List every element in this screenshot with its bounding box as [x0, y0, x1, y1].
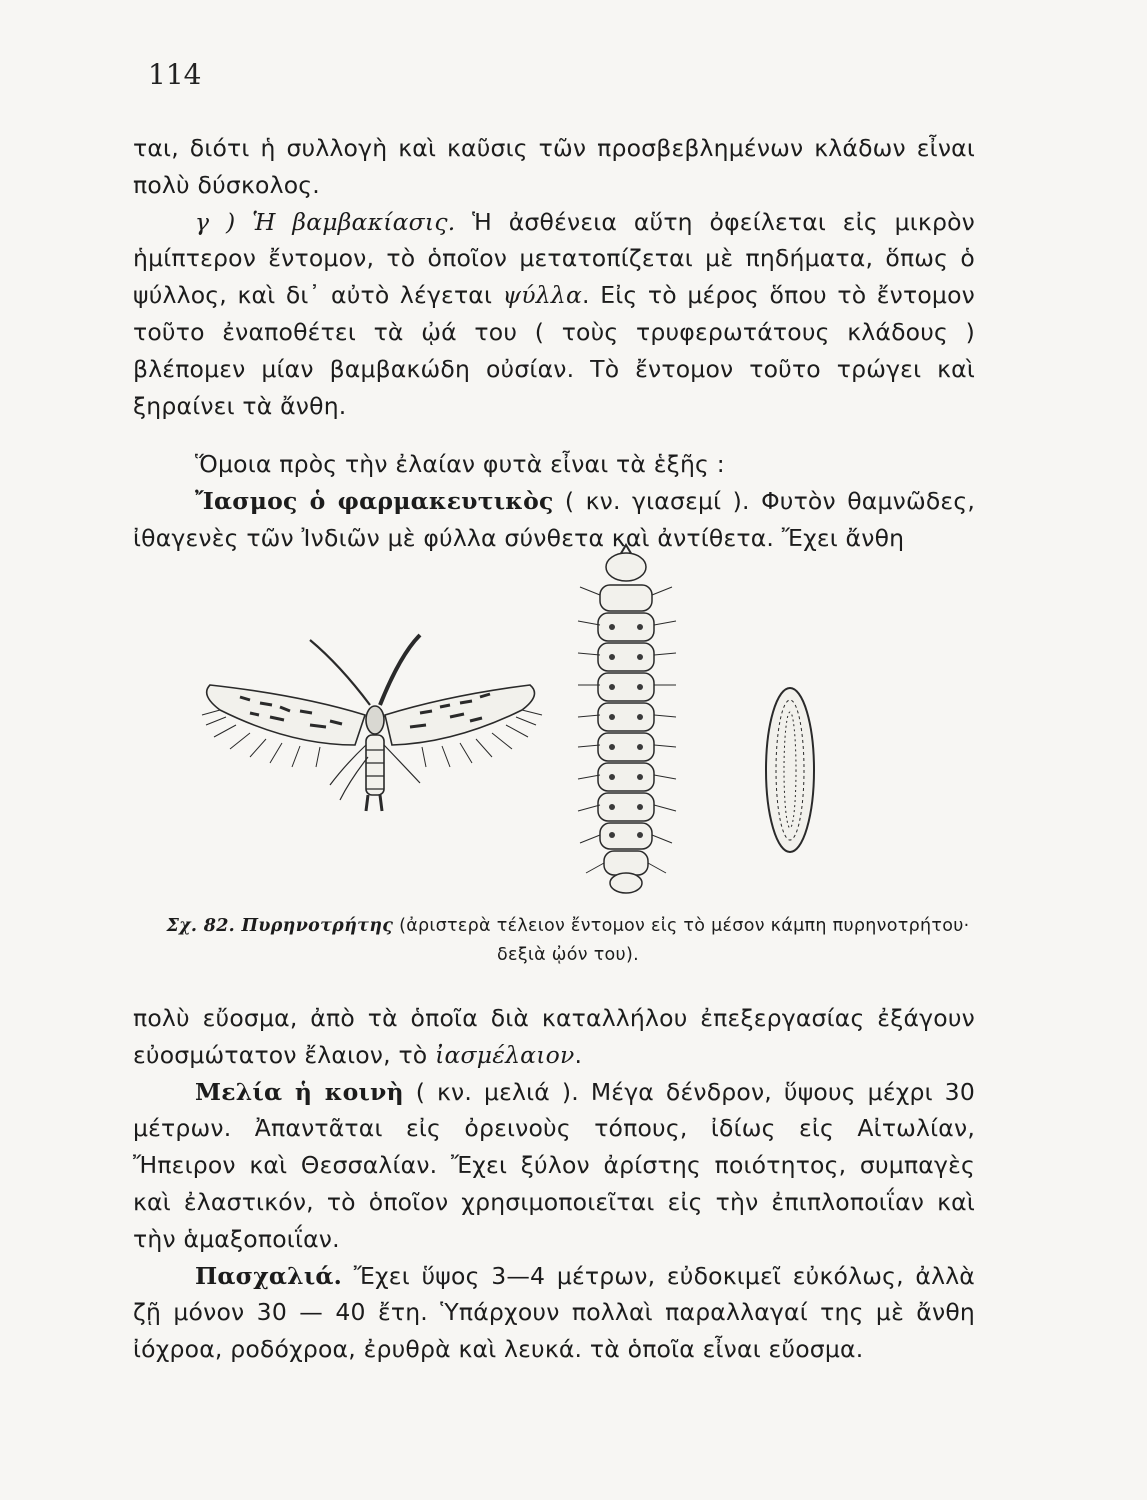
- paragraph-continuation: ται, διότι ἡ συλλογὴ καὶ καῦσις τῶν προσβεβλημένων κλάδων εἶναι πολὺ δύσκολος.: [133, 134, 975, 199]
- caption-text: (ἀριστερὰ τέλειον ἔντομον εἰς τὸ μέσον κάμπη πυρηνοτρήτου· δεξιὰ ᾠόν του).: [393, 916, 970, 965]
- section-label: γ ) Ἡ βαμβακίασις.: [195, 207, 456, 236]
- paragraph-text: .: [574, 1040, 583, 1069]
- term-iasmelaion: ἰασμέλαιον: [435, 1040, 575, 1069]
- figure-caption: [152, 912, 984, 970]
- plant-title-paschalia: Πασχαλιά.: [195, 1261, 343, 1290]
- term-psylla: ψύλλα: [502, 281, 583, 310]
- figure-illustration: [180, 545, 820, 915]
- paragraph-text: Ἔχει ὕψος 3—4 μέτρων, εὐδοκιμεῖ εὐκόλως, ἀλλὰ ζῇ μόνον 30 — 40 ἔτη. Ὑπάρχουν πολλαὶ παραλλαγαί της μὲ ἄνθη ἰόχροα, ροδόχροα, ἐρυθρὰ καὶ λευκά. τὰ ὁποῖα εἶναι εὔοσμα.: [133, 1261, 975, 1364]
- paragraph-jasmine-continued: [133, 1000, 975, 1074]
- bottom-text-block: [133, 1000, 975, 1368]
- caption-label: Σχ. 82. Πυρηνοτρήτης: [166, 916, 394, 936]
- egg-drawing: [766, 688, 814, 852]
- plant-title-jasmine: Ἴασμος ὁ φαρμακευτικὸς: [195, 487, 554, 516]
- paragraph-paschalia: [133, 1258, 975, 1368]
- adult-moth-drawing: [202, 635, 542, 811]
- paragraph-text: πολὺ εὔοσμα, ἀπὸ τὰ ὁποῖα διὰ καταλλήλου ἐπεξεργασίας ἐξάγουν εὐοσμώτατον ἔλαιον, τὸ: [133, 1004, 975, 1069]
- paragraph-similar-plants: Ὅμοια πρὸς τὴν ἐλαίαν φυτὰ εἶναι τὰ ἑξῆς :: [195, 450, 725, 479]
- paragraph-melia: [133, 1074, 975, 1258]
- caterpillar-drawing: [578, 545, 676, 893]
- paragraph-text: Ἡ ἀσθένεια αὕτη ὀφείλεται εἰς μικρὸν ἡμίπτερον ἔντομον, τὸ ὁποῖον μετατοπίζεται μὲ πηδήματα, ὅπως ὁ ψύλλος, καὶ δι᾽ αὐτὸ λέγεται: [133, 207, 975, 310]
- plant-title-melia: Μελία ἡ κοινὴ: [195, 1077, 404, 1106]
- paragraph-vamvakiasis: [133, 204, 975, 425]
- figure-82: [180, 545, 820, 915]
- page-number: 114: [148, 58, 202, 91]
- paragraph-text: ( κν. μελιά ). Μέγα δένδρον, ὕψους μέχρι 30 μέτρων. Ἀπαντᾶται εἰς ὀρεινοὺς τόπους, ἰδίως εἰς Αἰτωλίαν, Ἤπειρον καὶ Θεσσαλίαν. Ἔχει ξύλον ἀρίστης ποιότητος, συμπαγὲς καὶ ἐλαστικόν, τὸ ὁποῖον χρησιμοποιεῖται εἰς τὴν ἐπιπλοποιΐαν καὶ τὴν ἁμαξοποιΐαν.: [133, 1077, 975, 1253]
- top-text-block: [133, 130, 975, 557]
- paragraph-text: . Εἰς τὸ μέρος ὅπου τὸ ἔντομον τοῦτο ἐναποθέτει τὰ ᾠά του ( τοὺς τρυφερωτάτους κλάδους ) βλέπομεν μίαν βαμβακώδη οὐσίαν. Τὸ ἔντομον τοῦτο τρώγει καὶ ξηραίνει τὰ ἄνθη.: [133, 281, 975, 420]
- paragraph-text: ( κν. γιασεμί ). Φυτὸν θαμνῶδες, ἰθαγενὲς τῶν Ἰνδιῶν μὲ φύλλα σύνθετα καὶ ἀντίθετα. Ἔχει ἄνθη: [133, 487, 975, 552]
